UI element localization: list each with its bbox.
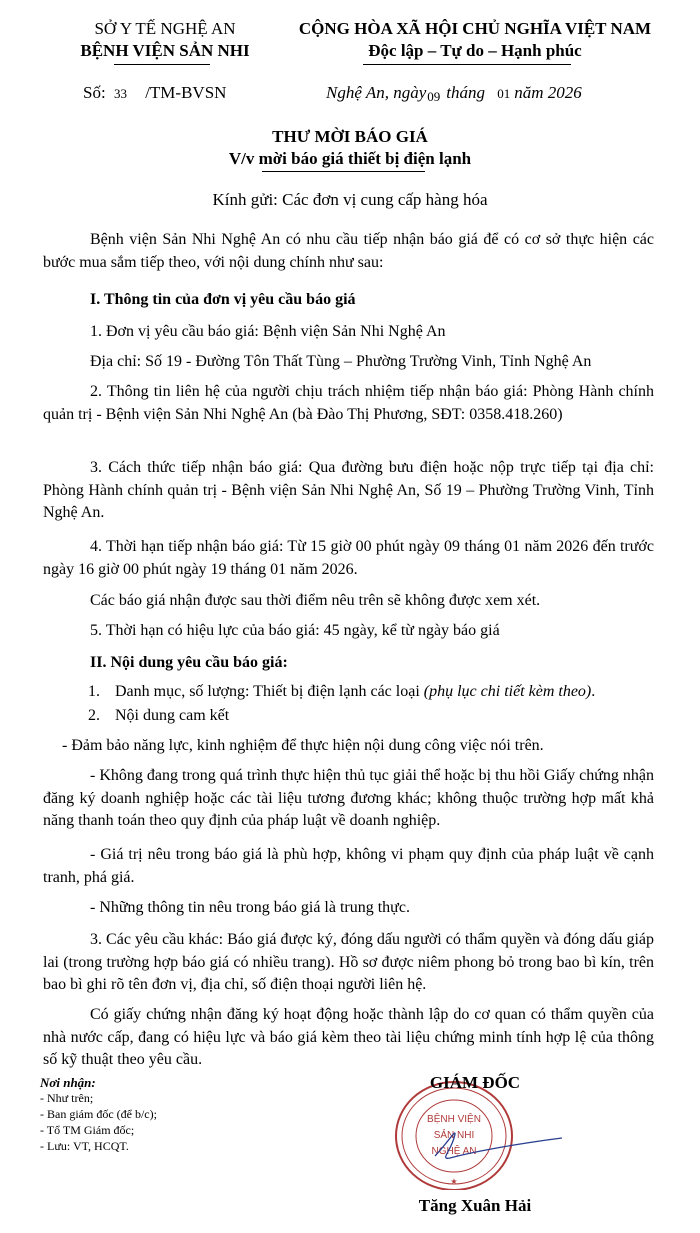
number-value: 33 bbox=[113, 86, 127, 101]
svg-text:★: ★ bbox=[450, 1177, 458, 1186]
stamp-line: BỆNH VIỆN bbox=[427, 1114, 481, 1125]
list-text: Danh mục, số lượng: Thiết bị điện lạnh các loại bbox=[115, 683, 424, 700]
list-italic: (phụ lục chi tiết kèm theo) bbox=[423, 683, 592, 700]
list-item bbox=[43, 705, 654, 728]
page-subtitle: V/v mời báo giá thiết bị điện lạnh bbox=[228, 149, 472, 168]
list-item bbox=[43, 681, 654, 704]
list-text: Nội dung cam kết bbox=[115, 707, 230, 724]
stamp-line: NGHỆ AN bbox=[431, 1146, 477, 1157]
intro-paragraph: Bệnh viện Sản Nhi Nghệ An có nhu cầu tiếp nhận báo giá để có cơ sở thực hiện các bước mua sắm tiếp theo, với nội dung chính như sau: bbox=[43, 231, 654, 271]
recipient-item: - Lưu: VT, HCQT. bbox=[40, 1139, 129, 1153]
date-prefix: Nghệ An, ngày bbox=[326, 83, 427, 102]
list-end: . bbox=[591, 683, 596, 700]
official-stamp bbox=[390, 1080, 570, 1190]
paragraph: 3. Cách thức tiếp nhận báo giá: Qua đường bưu điện hoặc nộp trực tiếp tại địa chỉ: Phòng Hành chính quản trị - Bệnh viện Sản Nhi Nghệ An, Số 19 – Phường Trường Vinh, Tỉnh Nghệ An. bbox=[43, 459, 654, 522]
section-heading: I. Thông tin của đơn vị yêu cầu báo giá bbox=[90, 291, 356, 308]
document-date bbox=[326, 83, 582, 103]
section-heading: II. Nội dung yêu cầu báo giá: bbox=[90, 654, 288, 671]
paragraph: - Những thông tin nêu trong báo giá là trung thực. bbox=[90, 899, 410, 916]
paragraph: 4. Thời hạn tiếp nhận báo giá: Từ 15 giờ 00 phút ngày 09 tháng 01 năm 2026 đến trước ngày 16 giờ 00 phút ngày 19 tháng 01 năm 2026. bbox=[43, 538, 654, 578]
paragraph: Có giấy chứng nhận đăng ký hoạt động hoặc thành lập do cơ quan có thẩm quyền của nhà nước cấp, đang có hiệu lực và báo giá kèm theo tài liệu chứng minh tính hợp lệ của thông số kỹ thuật theo yêu cầu. bbox=[43, 1006, 654, 1069]
date-month: 01 bbox=[497, 86, 511, 101]
list-number: 2. bbox=[88, 707, 100, 724]
list-number: 1. bbox=[88, 683, 100, 700]
number-suffix: /TM-BVSN bbox=[145, 83, 227, 102]
recipients-label: Nơi nhận: bbox=[40, 1075, 96, 1090]
paragraph: Địa chỉ: Số 19 - Đường Tôn Thất Tùng – Phường Trường Vinh, Tỉnh Nghệ An bbox=[90, 353, 592, 370]
divider bbox=[363, 64, 571, 65]
paragraph: Các báo giá nhận được sau thời điểm nêu trên sẽ không được xem xét. bbox=[90, 592, 541, 609]
document-number bbox=[83, 83, 226, 103]
recipient-item: - Như trên; bbox=[40, 1091, 94, 1105]
stamp-line: SẢN NHI bbox=[433, 1130, 475, 1141]
date-month-label: tháng bbox=[446, 83, 485, 102]
divider bbox=[114, 64, 210, 65]
paragraph: 3. Các yêu cầu khác: Báo giá được ký, đóng dấu người có thẩm quyền và đóng dấu giáp lai (trong trường hợp báo giá có nhiều trang). Hồ sơ được niêm phong bỏ trong bao bì kín, trên bao bì ghi rõ tên đơn vị, địa chỉ, số điện thoại người liên hệ. bbox=[43, 931, 654, 994]
greeting: Kính gửi: Các đơn vị cung cấp hàng hóa bbox=[212, 190, 488, 209]
signer-name: Tăng Xuân Hải bbox=[418, 1196, 532, 1215]
nation-name: CỘNG HÒA XÃ HỘI CHỦ NGHĨA VIỆT NAM bbox=[298, 19, 652, 38]
agency-name: SỞ Y TẾ NGHỆ AN bbox=[94, 19, 236, 38]
paragraph: 1. Đơn vị yêu cầu báo giá: Bệnh viện Sản Nhi Nghệ An bbox=[90, 323, 446, 340]
hospital-name: BỆNH VIỆN SẢN NHI bbox=[80, 41, 250, 60]
paragraph: - Giá trị nêu trong báo giá là phù hợp, không vi phạm quy định của pháp luật về cạnh tranh, phá giá. bbox=[43, 846, 654, 886]
page-title: THƯ MỜI BÁO GIÁ bbox=[272, 127, 428, 146]
paragraph: - Không đang trong quá trình thực hiện thủ tục giải thể hoặc bị thu hồi Giấy chứng nhận đăng ký doanh nghiệp hoặc các tài liệu tương đương khác; không thuộc trường hợp mất khả năng thanh toán theo quy định của pháp luật về doanh nghiệp. bbox=[43, 767, 654, 830]
divider bbox=[262, 171, 425, 172]
date-day: 09 bbox=[427, 89, 441, 104]
paragraph: - Đảm bảo năng lực, kinh nghiệm để thực hiện nội dung công việc nói trên. bbox=[62, 737, 544, 754]
recipient-item: - Tổ TM Giám đốc; bbox=[40, 1123, 135, 1137]
paragraph: 5. Thời hạn có hiệu lực của báo giá: 45 ngày, kể từ ngày báo giá bbox=[90, 622, 500, 639]
date-year: năm 2026 bbox=[514, 83, 582, 102]
motto: Độc lập – Tự do – Hạnh phúc bbox=[368, 41, 582, 60]
number-label: Số: bbox=[83, 83, 106, 102]
paragraph: 2. Thông tin liên hệ của người chịu trách nhiệm tiếp nhận báo giá: Phòng Hành chính quản trị - Bệnh viện Sản Nhi Nghệ An (bà Đào Thị Phương, SĐT: 0358.418.260) bbox=[43, 383, 654, 423]
signer-position: GIÁM ĐỐC bbox=[429, 1073, 521, 1092]
recipient-item: - Ban giám đốc (để b/c); bbox=[40, 1107, 157, 1121]
